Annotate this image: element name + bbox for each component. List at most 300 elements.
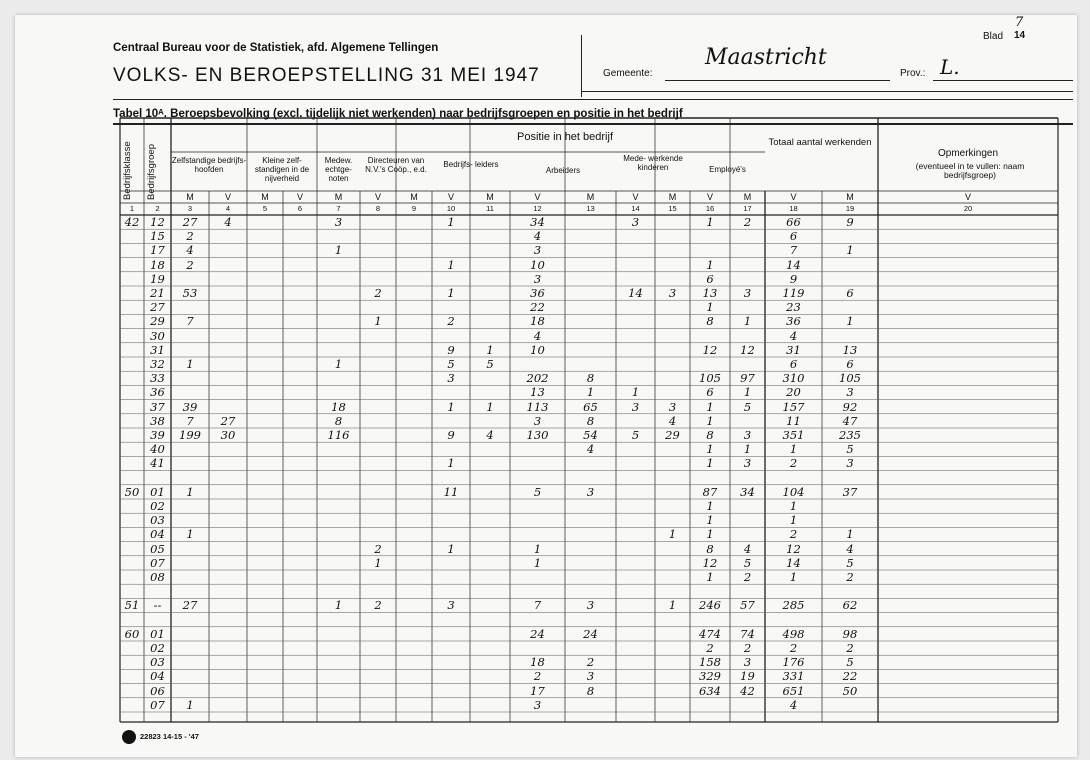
value-cell-col-3: 27 [182,215,198,229]
value-cell-col-17: 1 [743,314,752,329]
value-cell-col-16: 6 [706,385,714,400]
value-cell-col-19: 2 [846,641,854,655]
value-cell-col-3: 2 [186,257,194,272]
column-number: 15 [668,204,677,213]
value-cell-col-10: 1 [447,215,455,229]
value-cell-col-16: 1 [706,570,714,584]
value-cell-col-19: 37 [842,484,858,499]
table-row [0,641,1090,655]
value-cell-col-17: 1 [743,385,752,400]
value-cell-col-18: 14 [786,555,801,570]
value-cell-col-16: 1 [706,456,714,471]
bedrijfsgroep-cell: 02 [150,499,165,513]
value-cell-col-13: 8 [586,413,595,428]
value-cell-col-17: 3 [743,456,752,471]
bedrijfsgroep-cell: 01 [150,626,165,641]
column-number: 19 [845,204,855,213]
table-row [0,243,1090,257]
value-cell-col-17: 74 [740,626,755,641]
bedrijfsgroep-cell: 27 [150,300,165,315]
table-row [0,556,1090,570]
value-cell-col-13: 4 [586,442,595,457]
value-cell-col-10: 1 [447,541,455,556]
value-cell-col-12: 2 [533,669,542,684]
value-cell-col-18: 4 [789,328,798,343]
value-cell-col-13: 1 [586,385,595,400]
table-row [0,669,1090,683]
positie-header: Positie in het bedrijf [517,131,613,143]
value-cell-col-7: 1 [334,243,343,258]
column-number: 3 [187,204,193,213]
table-row [0,613,1090,627]
value-cell-col-19: 22 [842,669,858,684]
bedrijfsgroep-cell: 02 [150,641,165,655]
col-v-label: V [706,192,713,202]
value-cell-col-7: 1 [334,598,343,613]
value-cell-col-18: 1 [789,570,798,584]
value-cell-col-11: 4 [486,428,494,442]
bedrijfsgroep-cell: 12 [150,215,165,229]
value-cell-col-17: 19 [740,669,755,684]
bedrijfsgroep-cell: 37 [150,399,165,414]
value-cell-col-18: 7 [789,243,798,258]
column-number: 16 [705,204,715,213]
bureau-name: Centraal Bureau voor de Statistiek, afd. Algemene Tellingen [113,42,439,54]
value-cell-col-11: 5 [486,357,494,371]
value-cell-col-16: 1 [706,215,714,229]
value-cell-col-17: 2 [743,641,752,655]
bedrijfsgroep-cell: 19 [150,271,165,286]
table-row [0,655,1090,669]
value-cell-col-18: 36 [786,314,801,329]
value-cell-col-12: 3 [533,413,542,428]
column-number: 7 [336,204,341,213]
census-title: VOLKS- EN BEROEPSTELLING 31 MEI 1947 [113,65,540,86]
table-row [0,258,1090,272]
column-number: 1 [129,204,135,213]
col-total-v-label: V [964,192,971,202]
value-cell-col-10: 9 [447,342,455,357]
value-cell-col-16: 2 [706,641,714,655]
table-row [0,400,1090,414]
value-cell-col-18: 351 [782,428,805,442]
table-row [0,300,1090,314]
column-number: 11 [486,204,494,213]
table-row [0,513,1090,527]
value-cell-col-12: 36 [530,286,545,300]
bedrijfsgroep-cell: 01 [150,484,165,499]
value-cell-col-18: 651 [782,683,805,698]
value-cell-col-13: 3 [586,484,595,499]
value-cell-col-16: 1 [706,527,714,542]
value-cell-col-16: 1 [706,513,714,528]
bedrijfsgroep-cell: 18 [150,257,165,272]
value-cell-col-3: 27 [182,598,198,613]
value-cell-col-3: 7 [186,314,194,329]
value-cell-col-16: 13 [702,286,718,300]
value-cell-col-14: 3 [631,215,640,229]
value-cell-col-14: 1 [631,385,640,400]
bedrijfsgroep-cell: 36 [150,385,165,400]
value-cell-col-19: 13 [842,342,858,357]
prov-value: L. [940,55,960,79]
value-cell-col-16: 246 [699,598,721,613]
col-m-label: M [334,192,343,202]
bedrijfsgroep-cell: 31 [150,342,165,357]
value-cell-col-3: 7 [186,413,194,428]
value-cell-col-18: 31 [786,342,801,357]
col-m-label: M [186,192,194,202]
col-group-employes: Employé's [709,165,746,174]
value-cell-col-12: 113 [526,399,549,414]
value-cell-col-13: 65 [583,399,598,414]
col-v-label: V [224,192,231,202]
value-cell-col-18: 157 [782,399,805,414]
value-cell-col-11: 1 [486,399,494,414]
value-cell-col-19: 47 [842,413,858,428]
value-cell-col-12: 130 [526,428,549,442]
table-row [0,598,1090,612]
table-row [0,371,1090,385]
column-number: 5 [262,204,268,213]
column-number: 8 [375,204,381,213]
value-cell-col-19: 5 [846,655,854,670]
value-cell-col-10: 3 [447,371,455,386]
table-row [0,627,1090,641]
value-cell-col-16: 474 [699,626,721,641]
value-cell-col-18: 4 [789,697,798,712]
value-cell-col-14: 14 [628,286,643,300]
value-cell-col-10: 11 [443,484,459,499]
bedrijfsgroep-cell: -- [153,598,162,613]
value-cell-col-18: 14 [786,257,801,272]
value-cell-col-16: 634 [699,683,721,698]
col-group-zelfstandige: Zelfstandige bedrijfs- hoofden [171,156,247,174]
value-cell-col-17: 57 [740,598,755,613]
value-cell-col-14: 5 [631,428,640,442]
col-v-label: V [632,192,639,202]
value-cell-col-3: 1 [186,527,194,542]
value-cell-col-12: 4 [533,229,542,244]
value-cell-col-19: 50 [842,683,858,698]
value-cell-col-3: 39 [182,399,198,414]
bedrijfsgroep-cell: 29 [150,314,165,329]
value-cell-col-16: 1 [706,413,714,428]
table-title: Tabel 10ᴬ. Beroepsbevolking (excl. tijdelijk niet werkenden) naar bedrijfsgroepen en positie in het bedrijf [113,108,683,120]
value-cell-col-18: 498 [782,626,805,641]
value-cell-col-16: 1 [706,499,714,513]
col-v-label: V [790,192,797,202]
value-cell-col-12: 34 [530,215,545,229]
column-number: 12 [533,204,542,213]
blad-handwritten-mark: 7 [1015,15,1024,30]
value-cell-col-12: 18 [530,655,545,670]
column-number: 17 [743,204,752,213]
table-row [0,527,1090,541]
value-cell-col-18: 104 [782,484,805,499]
col-bedrijfsklasse-label: Bedrijfsklasse [122,141,133,200]
value-cell-col-18: 6 [789,229,798,244]
value-cell-col-19: 5 [846,442,854,457]
value-cell-col-18: 11 [786,413,801,428]
value-cell-col-19: 3 [846,385,854,400]
value-cell-col-7: 116 [327,428,350,442]
print-code: 22823 14-15 - '47 [140,732,199,741]
column-number: 14 [631,204,640,213]
value-cell-col-17: 2 [743,570,752,584]
value-cell-col-15: 1 [668,527,677,542]
bedrijfsgroep-cell: 39 [150,428,165,442]
value-cell-col-10: 3 [447,598,455,613]
value-cell-col-3: 1 [186,357,194,371]
value-cell-col-12: 4 [533,328,542,343]
value-cell-col-19: 5 [846,555,854,570]
value-cell-col-18: 331 [782,669,805,684]
value-cell-col-19: 1 [846,243,854,258]
bedrijfsgroep-cell: 33 [150,371,165,386]
table-row [0,385,1090,399]
value-cell-col-15: 1 [668,598,677,613]
value-cell-col-17: 3 [743,286,752,300]
value-cell-col-18: 6 [789,357,798,371]
bedrijfsgroep-cell: 05 [150,541,165,556]
gemeente-value: Maastricht [705,45,827,70]
table-row [0,499,1090,513]
table-row [0,684,1090,698]
value-cell-col-10: 1 [447,456,455,471]
value-cell-col-13: 8 [586,683,595,698]
bedrijfsgroep-cell: 08 [150,570,165,584]
bedrijfsgroep-cell: 21 [150,286,165,300]
value-cell-col-19: 9 [846,215,854,229]
table-row [0,456,1090,470]
value-cell-col-17: 34 [740,484,755,499]
table-row [0,698,1090,712]
value-cell-col-12: 7 [533,598,542,613]
value-cell-col-16: 158 [699,655,721,670]
value-cell-col-17: 3 [743,655,752,670]
value-cell-col-10: 9 [447,428,455,442]
value-cell-col-19: 235 [839,428,861,442]
col-total-m-label: M [846,192,854,202]
col-opmerkingen-note: (eventueel in te vullen: naam bedrijfsgroep) [915,161,1025,180]
value-cell-col-13: 2 [586,655,595,670]
value-cell-col-15: 29 [665,428,680,442]
value-cell-col-3: 4 [186,243,194,258]
table-row [0,584,1090,598]
value-cell-col-17: 42 [740,683,755,698]
col-group-bedrijfsleiders: Bedrijfs- leiders [443,160,499,169]
value-cell-col-12: 10 [530,257,545,272]
value-cell-col-4: 4 [224,215,232,229]
table-row [0,542,1090,556]
value-cell-col-8: 1 [374,555,382,570]
value-cell-col-18: 310 [782,371,805,386]
blad-number: 14 [1014,30,1026,41]
bedrijfsgroep-cell: 38 [150,413,165,428]
bedrijfsgroep-cell: 41 [150,456,165,471]
table-row [0,229,1090,243]
col-v-label: V [534,192,541,202]
col-m-label: M [743,192,752,202]
value-cell-col-13: 3 [586,598,595,613]
value-cell-col-16: 87 [702,484,718,499]
value-cell-col-12: 3 [533,243,542,258]
value-cell-col-13: 24 [583,626,598,641]
value-cell-col-19: 4 [846,541,854,556]
value-cell-col-19: 3 [846,456,854,471]
col-group-arbeiders: Arbeiders [545,166,581,175]
value-cell-col-18: 12 [786,541,801,556]
value-cell-col-17: 5 [743,555,752,570]
value-cell-col-13: 3 [586,669,595,684]
value-cell-col-18: 20 [786,385,801,400]
col-m-label: M [261,192,269,202]
value-cell-col-3: 199 [179,428,201,442]
value-cell-col-10: 5 [447,357,455,371]
value-cell-col-17: 5 [743,399,752,414]
value-cell-col-8: 2 [374,286,382,300]
value-cell-col-16: 105 [699,371,721,386]
column-number: 10 [446,204,456,213]
bedrijfsgroep-cell: 03 [150,655,165,670]
value-cell-col-18: 1 [789,499,798,513]
value-cell-col-7: 1 [334,357,343,371]
col-m-label: M [586,192,595,202]
value-cell-col-18: 1 [789,442,798,457]
value-cell-col-16: 329 [699,669,721,684]
table-row [0,286,1090,300]
value-cell-col-17: 12 [740,342,755,357]
value-cell-col-10: 1 [447,286,455,300]
value-cell-col-16: 8 [706,428,714,442]
table-row [0,215,1090,229]
value-cell-col-12: 202 [526,371,549,386]
col-m-label: M [668,192,677,202]
column-number: 13 [586,204,595,213]
value-cell-col-18: 176 [782,655,805,670]
bedrijfsgroep-cell: 32 [150,357,165,371]
value-cell-col-13: 8 [586,371,595,386]
table-row [0,442,1090,456]
value-cell-col-12: 24 [530,626,545,641]
value-cell-col-19: 2 [846,570,854,584]
value-cell-col-15: 4 [668,413,677,428]
value-cell-col-4: 30 [220,428,236,442]
value-cell-col-3: 53 [182,286,198,300]
col-v-label: V [296,192,303,202]
bedrijfsgroep-cell: 04 [150,669,165,684]
value-cell-col-12: 3 [533,271,542,286]
col-v-label: V [374,192,381,202]
value-cell-col-17: 3 [743,428,752,442]
value-cell-col-19: 1 [846,314,854,329]
value-cell-col-8: 2 [374,598,382,613]
col-bedrijfsgroep-label: Bedrijfsgroep [146,144,157,200]
value-cell-col-3: 1 [186,697,194,712]
value-cell-col-16: 1 [706,300,714,315]
col-group-meewerkende-kinderen: Mede- werkende kinderen [623,154,683,172]
table-row [0,329,1090,343]
value-cell-col-16: 6 [706,271,714,286]
value-cell-col-7: 3 [334,215,343,229]
value-cell-col-19: 105 [839,371,861,386]
value-cell-col-12: 10 [530,342,545,357]
table-row [0,471,1090,485]
value-cell-col-18: 2 [789,641,798,655]
value-cell-col-13: 54 [583,428,598,442]
col-group-directeuren: Directeuren van N.V.'s Coöp., e.d. [365,156,427,174]
table-row [0,357,1090,371]
table-row [0,272,1090,286]
value-cell-col-11: 1 [486,342,494,357]
value-cell-col-3: 2 [186,229,194,244]
table-row [0,485,1090,499]
value-cell-col-17: 4 [743,541,752,556]
value-cell-col-14: 3 [631,399,640,414]
value-cell-col-12: 17 [530,683,545,698]
col-m-label: M [410,192,418,202]
bedrijfsgroep-cell: 04 [150,527,165,542]
column-number: 9 [411,204,417,213]
bedrijfsgroep-cell: 40 [150,442,165,457]
value-cell-col-17: 1 [743,442,752,457]
value-cell-col-18: 119 [782,286,805,300]
value-cell-col-18: 285 [782,598,805,613]
table-row [0,570,1090,584]
bedrijfsklasse-cell: 50 [124,484,140,499]
bedrijfsgroep-cell: 17 [150,243,165,258]
bedrijfsklasse-cell: 51 [124,598,140,613]
value-cell-col-12: 5 [533,484,542,499]
value-cell-col-16: 1 [706,257,714,272]
value-cell-col-16: 1 [706,399,714,414]
value-cell-col-16: 8 [706,541,714,556]
col-opmerkingen-label: Opmerkingen [937,148,999,159]
value-cell-col-16: 12 [702,555,718,570]
value-cell-col-18: 9 [789,271,798,286]
blad-label: Blad [983,31,1004,42]
value-cell-col-19: 1 [846,527,854,542]
value-cell-col-15: 3 [668,399,677,414]
column-number: 2 [155,204,160,213]
gemeente-label: Gemeente: [603,68,653,79]
value-cell-col-12: 1 [533,555,542,570]
value-cell-col-8: 1 [374,314,382,329]
column-number: 20 [963,204,973,213]
value-cell-col-17: 97 [740,371,755,386]
value-cell-col-12: 22 [530,300,545,315]
value-cell-col-19: 92 [842,399,858,414]
col-totaal-label: Totaal aantal werkenden [768,137,872,148]
table-row [0,314,1090,328]
column-number: 6 [297,204,303,213]
col-m-label: M [486,192,494,202]
bedrijfsgroep-cell: 06 [150,683,165,698]
value-cell-col-19: 6 [846,286,854,300]
printer-logo-icon [122,730,136,744]
value-cell-col-7: 18 [331,399,346,414]
bedrijfsgroep-cell: 07 [150,697,165,712]
value-cell-col-10: 1 [447,399,455,414]
table-row [0,343,1090,357]
table-row [0,428,1090,442]
bedrijfsgroep-cell: 30 [150,328,165,343]
value-cell-col-18: 2 [789,527,798,542]
bedrijfsklasse-cell: 42 [124,215,140,229]
value-cell-col-18: 66 [786,215,801,229]
value-cell-col-12: 1 [533,541,542,556]
